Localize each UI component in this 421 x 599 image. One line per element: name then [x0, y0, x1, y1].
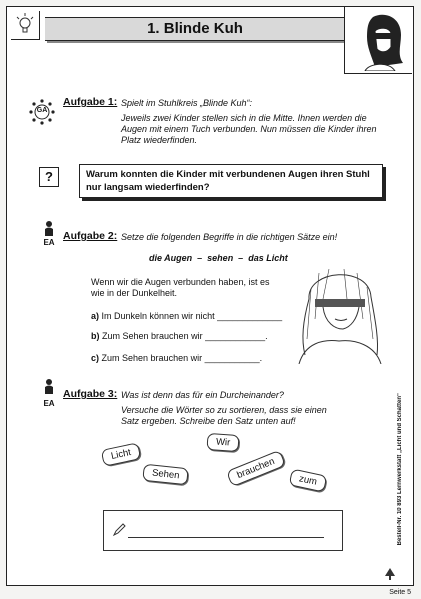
word-card-licht[interactable]: Licht [101, 442, 142, 467]
question-mark-icon: ? [39, 167, 59, 187]
task2-item-c[interactable]: c) Zum Sehen brauchen wir ___________. [91, 353, 263, 363]
task1-label: Aufgabe 1: [63, 96, 118, 108]
answer-writing-box[interactable] [103, 510, 343, 551]
task3-instruction2: Versuche die Wörter so zu sortieren, dass sie einen Satz ergeben. Schreibe den Satz unten auf! [121, 405, 327, 426]
blindfolded-child-illustration [289, 259, 389, 364]
group-activity-icon [29, 99, 55, 125]
publisher-logo [385, 567, 395, 579]
task1-body: Jeweils zwei Kinder stellen sich in die Mitte. Ihnen werden die Augen mit einem Tuch verbunden. Nun müssen die Kinder ihren Platz wiederfinden. [121, 113, 377, 145]
task1-intro: Spielt im Stuhlkreis „Blinde Kuh“: [121, 98, 253, 108]
ga-label: GA [36, 107, 48, 114]
task2-label: Aufgabe 2: [63, 230, 118, 242]
publisher-sidebar: Bestell-Nr. 10 893 Lernwerkstatt „Licht und Schatten“ [397, 392, 403, 545]
blindfolded-girl-icon [344, 7, 412, 74]
ea-label-2: EA [43, 238, 55, 247]
lightbulb-icon [11, 11, 40, 40]
word-card-zum[interactable]: zum [289, 468, 328, 492]
ea-label-3: EA [43, 399, 55, 408]
page-number: Seite 5 [389, 589, 411, 596]
task3-label: Aufgabe 3: [63, 388, 118, 400]
task2-terms: die Augen – sehen – das Licht [149, 253, 288, 263]
title-bar [45, 17, 346, 41]
task2-instruction: Setze die folgenden Begriffe in die richtigen Sätze ein! [121, 232, 338, 242]
task2-intro: Wenn wir die Augen verbunden haben, ist es wie in der Dunkelheit. [91, 277, 270, 298]
task2-item-a[interactable]: a) Im Dunkeln können wir nicht _____________ [91, 311, 283, 321]
word-card-wir[interactable]: Wir [206, 433, 239, 452]
word-card-brauchen[interactable]: brauchen [226, 450, 286, 487]
pencil-icon [112, 523, 126, 542]
question-box: Warum konnten die Kinder mit verbundenen Augen ihren Stuhl nur langsam wiederfinden? [79, 164, 383, 198]
single-person-icon [43, 378, 55, 394]
page-title: 1. Blinde Kuh [147, 20, 243, 37]
header [7, 7, 412, 77]
worksheet-page [6, 6, 414, 586]
word-card-sehen[interactable]: Sehen [142, 464, 189, 486]
task2-item-b[interactable]: b) Zum Sehen brauchen wir ____________. [91, 331, 268, 341]
single-person-icon [43, 220, 55, 236]
task3-instruction1: Was ist denn das für ein Durcheinander? [121, 390, 284, 400]
answer-line [128, 537, 324, 538]
